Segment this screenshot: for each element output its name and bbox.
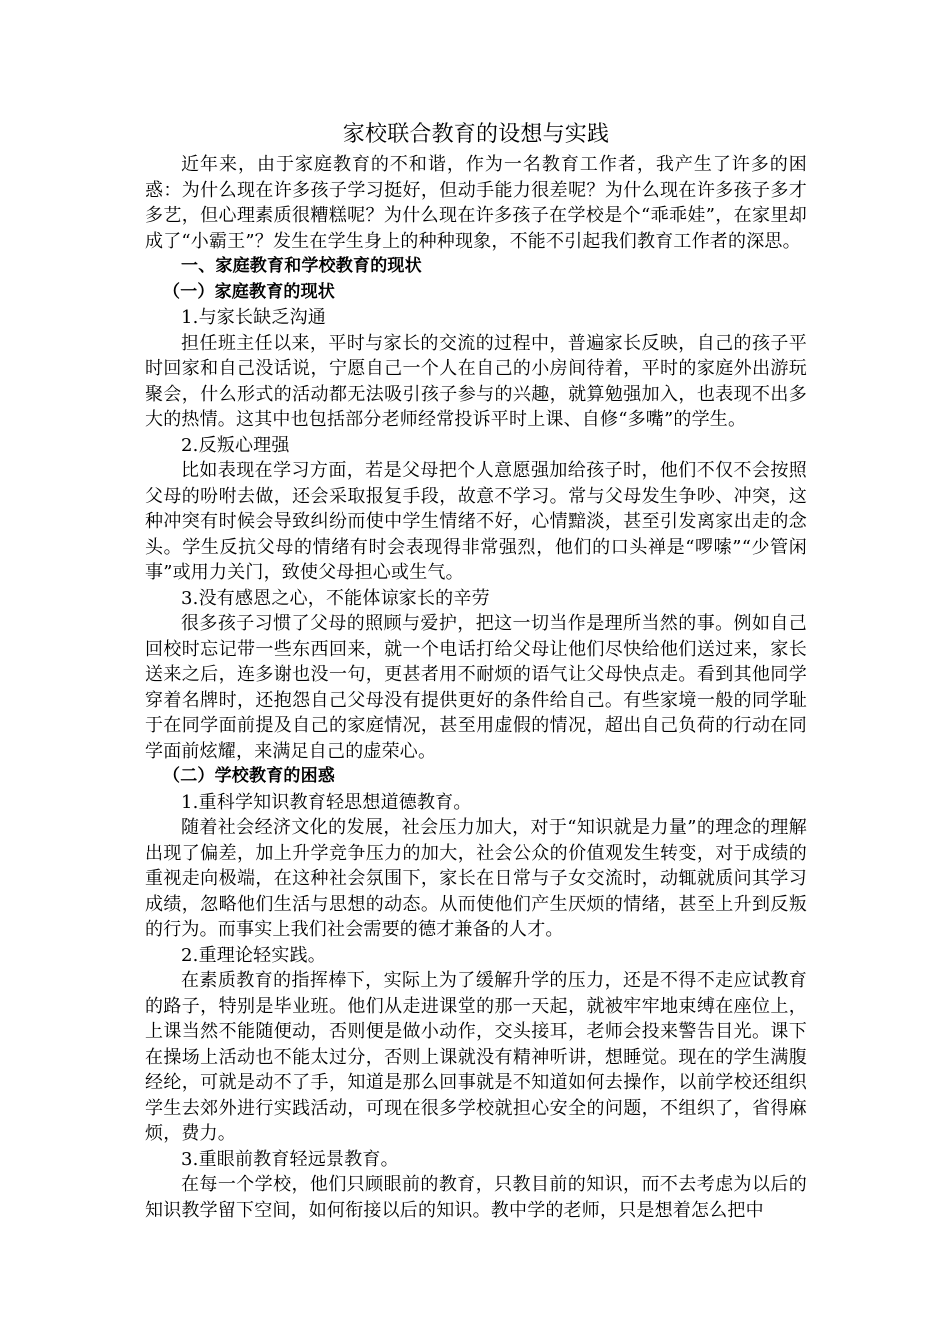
section-heading-1: 一、家庭教育和学校教育的现状 xyxy=(181,256,422,276)
item-paragraph-communication: 担任班主任以来，平时与家长的交流的过程中，普遍家长反映，自己的孩子平时回家和自己没话说，宁愿自己一个人在自己的小房间待着，平时的家庭外出游玩聚会，什么形式的活动都无法吸引孩子参与的兴趣，就算勉强加入，也表现不出多大的热情。这其中也包括部分老师经常投诉平时上课、自修“多嘴”的学生。 xyxy=(145,332,807,430)
item-paragraph-gratitude: 很多孩子习惯了父母的照顾与爱护，把这一切当作是理所当然的事。例如自己回校时忘记带一些东西回来，就一个电话打给父母让他们尽快给他们送过来，家长送来之后，连多谢也没一句，更甚者用不耐烦的语气让父母快点走。看到其他同学穿着名牌时，还抱怨自己父母没有提供更好的条件给自己。有些家境一般的同学耻于在同学面前提及自己的家庭情况，甚至用虚假的情况，超出自己负荷的行动在同学面前炫耀，来满足自己的虚荣心。 xyxy=(145,613,807,762)
item-heading-present: 3.重眼前教育轻远景教育。 xyxy=(181,1148,399,1170)
item-paragraph-theory: 在素质教育的指挥棒下，实际上为了缓解升学的压力，还是不得不走应试教育的路子，特别是毕业班。他们从走进课堂的那一天起，就被牢牢地束缚在座位上，上课当然不能随便动，否则便是做小动作，交头接耳，老师会投来警告目光。课下在操场上活动也不能太过分，否则上课就没有精神听讲，想睡觉。现在的学生满腹经纶，可就是动不了手，知道是那么回事就是不知道如何去操作，以前学校还组织学生去郊外进行实践活动，可现在很多学校就担心安全的问题，不组织了，省得麻烦，费力。 xyxy=(145,970,807,1144)
item-heading-theory: 2.重理论轻实践。 xyxy=(181,944,326,966)
document-title: 家校联合教育的设想与实践 xyxy=(342,122,610,147)
item-heading-gratitude: 3.没有感恩之心，不能体谅家长的辛劳 xyxy=(181,587,490,609)
item-heading-communication: 1.与家长缺乏沟通 xyxy=(181,307,326,328)
item-paragraph-rebellion: 比如表现在学习方面，若是父母把个人意愿强加给孩子时，他们不仅不会按照父母的吩咐去做，还会采取报复手段，故意不学习。常与父母发生争吵、冲突，这种冲突有时候会导致纠纷而使中学生情绪不好，心情黯淡，甚至引发离家出走的念头。学生反抗父母的情绪有时会表现得非常强烈，他们的口头禅是“啰嗦”“少管闲事”或用力关门，致使父母担心或生气。 xyxy=(145,460,807,583)
document-body xyxy=(145,120,807,1223)
item-heading-rebellion: 2.反叛心理强 xyxy=(181,434,290,456)
subsection-heading-school: （二）学校教育的困惑 xyxy=(163,766,335,786)
item-paragraph-knowledge: 随着社会经济文化的发展，社会压力加大，对于“知识就是力量”的理念的理解出现了偏差，加上升学竞争压力的加大，社会公众的价值观发生转变，对于成绩的重视走向极端，在这种社会氛围下，家长在日常与子女交流时，动辄就质问其学习成绩，忽略他们生活与思想的动态。从而使他们产生厌烦的情绪，甚至上升到反叛的行为。而事实上我们社会需要的德才兼备的人才。 xyxy=(145,817,807,940)
subsection-heading-family: （一）家庭教育的现状 xyxy=(163,281,335,302)
item-paragraph-present: 在每一个学校，他们只顾眼前的教育，只教目前的知识，而不去考虑为以后的知识教学留下空间，如何衔接以后的知识。教中学的老师，只是想着怎么把中 xyxy=(145,1174,807,1221)
intro-paragraph: 近年来，由于家庭教育的不和谐，作为一名教育工作者，我产生了许多的困惑：为什么现在许多孩子学习挺好，但动手能力很差呢？为什么现在许多孩子多才多艺，但心理素质很糟糕呢？为什么现在许多孩子在学校是个“乖乖娃”，在家里却成了“小霸王”？发生在学生身上的种种现象，不能不引起我们教育工作者的深思。 xyxy=(145,154,807,252)
item-heading-knowledge: 1.重科学知识教育轻思想道德教育。 xyxy=(181,791,472,813)
